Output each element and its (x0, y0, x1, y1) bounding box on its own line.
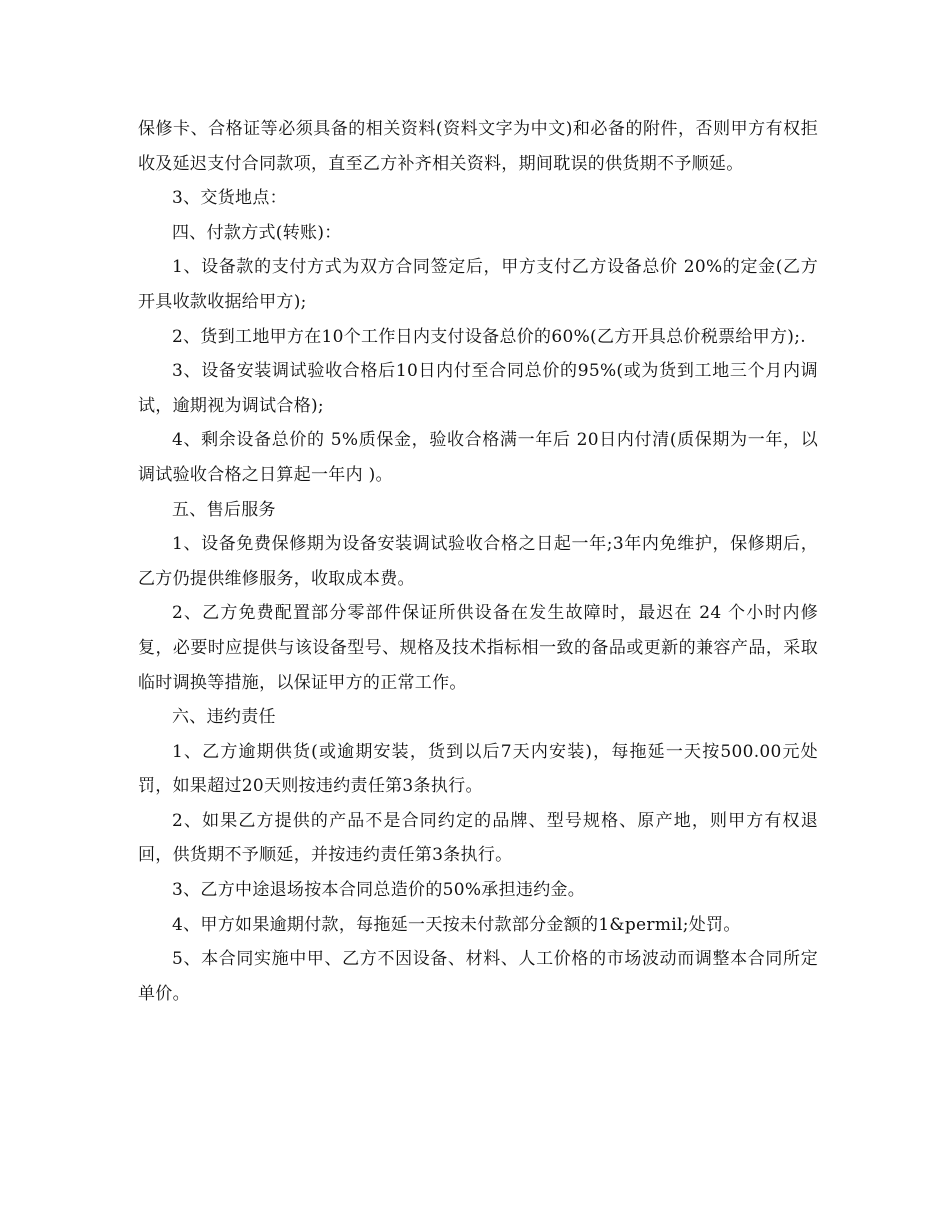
paragraph-continuation: 保修卡、合格证等必须具备的相关资料(资料文字为中文)和必备的附件，否则甲方有权拒收及延迟支付合同款项，直至乙方补齐相关资料，期间耽误的供货期不予顺延。 (138, 119, 818, 174)
paragraph-payment-4: 4、剩余设备总价的 5%质保金，验收合格满一年后 20日内付清(质保期为一年，以调试验收合格之日算起一年内 )。 (138, 430, 818, 485)
heading-payment-method: 四、付款方式(转账)： (172, 222, 342, 243)
paragraph-service-2: 2、乙方免费配置部分零部件保证所供设备在发生故障时，最迟在 24 个小时内修复，必要时应提供与该设备型号、规格及技术指标相一致的备品或更新的兼容产品，采取临时调换等措施，以保证甲方的正常工作。 (138, 603, 818, 693)
paragraph-payment-3: 3、设备安装调试验收合格后10日内付至合同总价的95%(或为货到工地三个月内调试，逾期视为调试合格); (138, 361, 818, 416)
heading-liability-for-breach: 六、违约责任 (172, 707, 276, 728)
paragraph-payment-1: 1、设备款的支付方式为双方合同签定后，甲方支付乙方设备总价 20%的定金(乙方开具收款收据给甲方); (138, 257, 818, 312)
paragraph-liability-4: 4、甲方如果逾期付款，每拖延一天按未付款部分金额的1&permil;处罚。 (172, 914, 741, 935)
paragraph-liability-5: 5、本合同实施中甲、乙方不因设备、材料、人工价格的市场波动而调整本合同所定单价。 (138, 949, 818, 1004)
paragraph-liability-1: 1、乙方逾期供货(或逾期安装，货到以后7天内安装)，每拖延一天按500.00元处罚，如果超过20天则按违约责任第3条执行。 (138, 741, 818, 797)
paragraph-service-1: 1、设备免费保修期为设备安装调试验收合格之日起一年;3年内免维护，保修期后，乙方仍提供维修服务，收取成本费。 (138, 534, 818, 589)
heading-after-sales-service: 五、售后服务 (172, 499, 276, 520)
paragraph-payment-2: 2、货到工地甲方在10个工作日内支付设备总价的60%(乙方开具总价税票给甲方);. (172, 326, 806, 347)
paragraph-liability-3: 3、乙方中途退场按本合同总造价的50%承担违约金。 (172, 880, 586, 901)
paragraph-liability-2: 2、如果乙方提供的产品不是合同约定的品牌、型号规格、原产地，则甲方有权退回，供货期不予顺延，并按违约责任第3条执行。 (138, 810, 818, 866)
document-body (138, 112, 818, 1011)
paragraph-delivery-location: 3、交货地点： (172, 188, 287, 209)
